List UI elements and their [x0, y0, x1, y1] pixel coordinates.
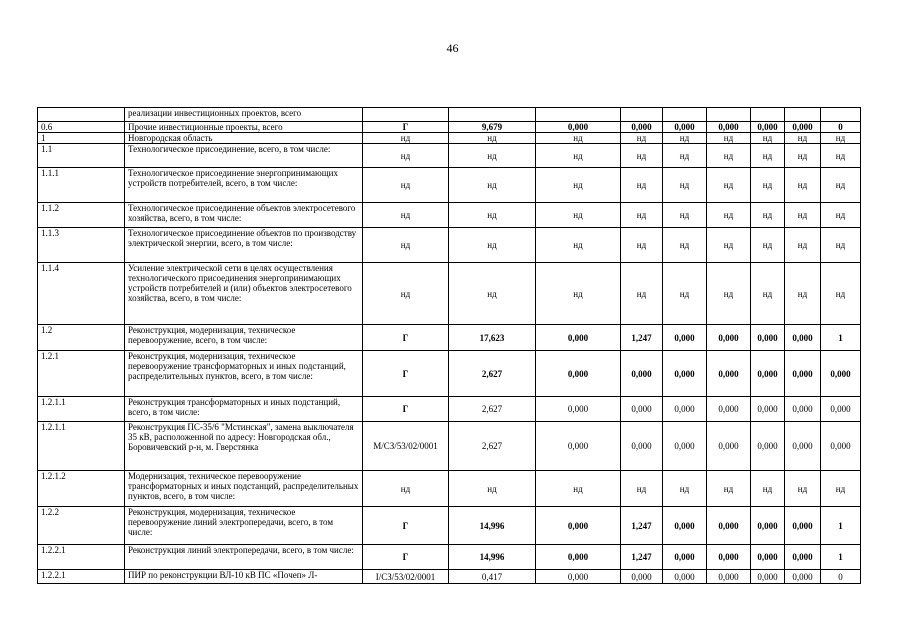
value-cell: 0,000	[707, 422, 751, 471]
value-cell: нд	[536, 144, 621, 168]
value-cell: нд	[707, 133, 751, 144]
value-cell: нд	[751, 144, 785, 168]
table-row	[38, 144, 861, 168]
value-cell: 0,000	[707, 570, 751, 584]
row-project-id: нд	[363, 133, 449, 144]
value-cell: нд	[707, 471, 751, 507]
value-cell: 0,000	[663, 507, 707, 545]
value-cell: 0,000	[785, 351, 821, 397]
row-code: 1.1.1	[38, 168, 125, 203]
value-cell: нд	[621, 471, 663, 507]
value-cell: 14,996	[449, 545, 536, 570]
row-project-id: М/СЗ/53/02/0001	[363, 422, 449, 471]
value-cell: 0,000	[536, 422, 621, 471]
value-cell: нд	[663, 144, 707, 168]
value-cell: 1	[821, 325, 861, 351]
value-cell: нд	[663, 203, 707, 228]
value-cell: 0,000	[785, 570, 821, 584]
value-cell: нд	[707, 168, 751, 203]
value-cell: нд	[751, 471, 785, 507]
value-cell: нд	[821, 203, 861, 228]
value-cell	[707, 108, 751, 122]
table-row	[38, 122, 861, 133]
value-cell: 0,000	[785, 397, 821, 422]
row-name: Реконструкция, модернизация, техническое перевооружение трансформаторных и иных подстанций, распределительных пунктов, всего, в том числе:	[125, 351, 363, 397]
value-cell	[785, 108, 821, 122]
value-cell: нд	[751, 203, 785, 228]
value-cell: нд	[751, 228, 785, 263]
value-cell: нд	[621, 203, 663, 228]
value-cell: нд	[536, 263, 621, 325]
row-code: 1.2.1.2	[38, 471, 125, 507]
row-name: Реконструкция линий электропередачи, всего, в том числе:	[125, 545, 363, 570]
value-cell: 0,000	[785, 122, 821, 133]
investment-table	[37, 107, 861, 584]
row-project-id: нд	[363, 263, 449, 325]
value-cell	[751, 108, 785, 122]
row-name: Прочие инвестиционные проекты, всего	[125, 122, 363, 133]
row-name: Новгородская область	[125, 133, 363, 144]
value-cell: нд	[663, 228, 707, 263]
value-cell: 0,000	[751, 507, 785, 545]
value-cell: 0,000	[707, 507, 751, 545]
value-cell: нд	[785, 471, 821, 507]
value-cell: нд	[663, 133, 707, 144]
value-cell: 0,000	[785, 507, 821, 545]
table-row	[38, 471, 861, 507]
row-project-id: нд	[363, 228, 449, 263]
value-cell: нд	[449, 471, 536, 507]
value-cell: нд	[449, 144, 536, 168]
row-code: 1.2.2	[38, 507, 125, 545]
value-cell: нд	[449, 168, 536, 203]
value-cell: нд	[621, 228, 663, 263]
value-cell: нд	[621, 133, 663, 144]
row-name: Усиление электрической сети в целях осуществления технологического присоединения энергопринимающих устройств потребителей и (или) объектов электросетевого хозяйства, всего, в том числе:	[125, 263, 363, 325]
row-name: Технологическое присоединение, всего, в том числе:	[125, 144, 363, 168]
row-name: Реконструкция ПС-35/6 "Мстинская", замена выключателя 35 кВ, расположенной по адресу: Новгородская обл., Боровичевский р-н, м. Гверстянка	[125, 422, 363, 471]
value-cell: 1,247	[621, 325, 663, 351]
row-code: 1.2.1	[38, 351, 125, 397]
table-row	[38, 228, 861, 263]
table-row	[38, 351, 861, 397]
row-code: 1	[38, 133, 125, 144]
value-cell: нд	[663, 471, 707, 507]
value-cell: 2,627	[449, 351, 536, 397]
value-cell: нд	[707, 203, 751, 228]
value-cell: 0,000	[663, 545, 707, 570]
value-cell: 0,000	[707, 351, 751, 397]
table-row	[38, 545, 861, 570]
value-cell	[621, 108, 663, 122]
page-number: 46	[446, 41, 459, 55]
row-project-id: Г	[363, 397, 449, 422]
value-cell: нд	[821, 168, 861, 203]
row-project-id: I/СЗ/53/02/0001	[363, 570, 449, 584]
value-cell: нд	[821, 144, 861, 168]
row-name: реализации инвестиционных проектов, всего	[125, 108, 363, 122]
value-cell: 0,000	[785, 422, 821, 471]
value-cell: 1	[821, 545, 861, 570]
row-project-id: Г	[363, 351, 449, 397]
row-code: 1.2.2.1	[38, 570, 125, 584]
value-cell: нд	[536, 168, 621, 203]
table-row	[38, 397, 861, 422]
table-row	[38, 325, 861, 351]
value-cell: 0,000	[785, 545, 821, 570]
value-cell: 0,000	[663, 122, 707, 133]
value-cell: нд	[751, 168, 785, 203]
value-cell: 0,000	[751, 422, 785, 471]
row-project-id: Г	[363, 545, 449, 570]
row-project-id: нд	[363, 471, 449, 507]
value-cell: 1,247	[621, 507, 663, 545]
row-name: Технологическое присоединение энергопринимающих устройств потребителей, всего, в том числе:	[125, 168, 363, 203]
value-cell: 0,000	[663, 570, 707, 584]
value-cell: 0,000	[707, 545, 751, 570]
table-body	[38, 108, 861, 584]
table-row	[38, 108, 861, 122]
value-cell	[821, 108, 861, 122]
table-row	[38, 168, 861, 203]
table-row	[38, 570, 861, 584]
row-code: 1.1.2	[38, 203, 125, 228]
value-cell	[663, 108, 707, 122]
value-cell: 0,000	[751, 397, 785, 422]
row-code: 1.1	[38, 144, 125, 168]
value-cell: 0,417	[449, 570, 536, 584]
value-cell: нд	[785, 203, 821, 228]
table-row	[38, 133, 861, 144]
row-code: 1.2	[38, 325, 125, 351]
table-row	[38, 507, 861, 545]
value-cell: нд	[821, 263, 861, 325]
value-cell: 0,000	[821, 351, 861, 397]
value-cell: нд	[536, 228, 621, 263]
table-row	[38, 263, 861, 325]
row-name: ПИР по реконструкции ВЛ-10 кВ ПС «Почеп» Л-	[125, 570, 363, 584]
row-code: 0.6	[38, 122, 125, 133]
value-cell: нд	[536, 133, 621, 144]
value-cell: нд	[785, 168, 821, 203]
value-cell: 0,000	[751, 122, 785, 133]
value-cell: 0,000	[663, 422, 707, 471]
value-cell: нд	[785, 144, 821, 168]
value-cell: 0,000	[707, 122, 751, 133]
table-row	[38, 422, 861, 471]
row-name: Реконструкция, модернизация, техническое перевооружение линий электропередачи, всего, в том числе:	[125, 507, 363, 545]
row-project-id	[363, 108, 449, 122]
value-cell: 0,000	[751, 351, 785, 397]
value-cell: 1	[821, 507, 861, 545]
value-cell: нд	[621, 263, 663, 325]
value-cell: 0	[821, 570, 861, 584]
value-cell: нд	[785, 228, 821, 263]
value-cell: 2,627	[449, 397, 536, 422]
value-cell: нд	[751, 133, 785, 144]
value-cell: нд	[449, 228, 536, 263]
value-cell: нд	[707, 228, 751, 263]
value-cell: нд	[449, 133, 536, 144]
value-cell: 0,000	[707, 325, 751, 351]
table-row	[38, 203, 861, 228]
row-name: Технологическое присоединение объектов электросетевого хозяйства, всего, в том числе:	[125, 203, 363, 228]
row-name: Реконструкция трансформаторных и иных подстанций, всего, в том числе:	[125, 397, 363, 422]
value-cell: 0,000	[751, 545, 785, 570]
value-cell: 0,000	[536, 397, 621, 422]
value-cell: нд	[751, 263, 785, 325]
value-cell: 0,000	[821, 422, 861, 471]
value-cell	[536, 108, 621, 122]
row-name: Технологическое присоединение объектов по производству электрической энергии, всего, в том числе:	[125, 228, 363, 263]
row-project-id: Г	[363, 325, 449, 351]
value-cell: нд	[821, 133, 861, 144]
value-cell: 0,000	[785, 325, 821, 351]
value-cell: 0,000	[621, 397, 663, 422]
row-project-id: нд	[363, 203, 449, 228]
value-cell: 0,000	[536, 122, 621, 133]
value-cell: 0,000	[536, 351, 621, 397]
value-cell: 1,247	[621, 545, 663, 570]
value-cell: 0,000	[663, 351, 707, 397]
value-cell: нд	[707, 144, 751, 168]
row-code: 1.2.1.1	[38, 397, 125, 422]
row-code	[38, 108, 125, 122]
row-code: 1.2.2.1	[38, 545, 125, 570]
value-cell: 2,627	[449, 422, 536, 471]
value-cell: 0,000	[621, 122, 663, 133]
value-cell: 0,000	[621, 422, 663, 471]
row-project-id: нд	[363, 144, 449, 168]
value-cell: 0,000	[536, 545, 621, 570]
row-code: 1.1.4	[38, 263, 125, 325]
value-cell: 0,000	[536, 570, 621, 584]
value-cell: 0,000	[663, 325, 707, 351]
value-cell: 0,000	[536, 325, 621, 351]
row-name: Реконструкция, модернизация, техническое перевооружение, всего, в том числе:	[125, 325, 363, 351]
value-cell: 0,000	[821, 397, 861, 422]
value-cell: 0	[821, 122, 861, 133]
value-cell: нд	[621, 144, 663, 168]
value-cell: 0,000	[751, 325, 785, 351]
value-cell: нд	[785, 133, 821, 144]
row-code: 1.1.3	[38, 228, 125, 263]
value-cell: 9,679	[449, 122, 536, 133]
value-cell: нд	[821, 471, 861, 507]
value-cell: нд	[536, 471, 621, 507]
value-cell: 0,000	[707, 397, 751, 422]
value-cell	[449, 108, 536, 122]
value-cell: 0,000	[621, 351, 663, 397]
row-project-id: Г	[363, 507, 449, 545]
value-cell: 14,996	[449, 507, 536, 545]
value-cell: нд	[785, 263, 821, 325]
value-cell: 0,000	[536, 507, 621, 545]
value-cell: нд	[663, 168, 707, 203]
value-cell: 0,000	[751, 570, 785, 584]
value-cell: нд	[621, 168, 663, 203]
row-project-id: нд	[363, 168, 449, 203]
row-project-id: Г	[363, 122, 449, 133]
value-cell: нд	[449, 203, 536, 228]
value-cell: нд	[449, 263, 536, 325]
row-code: 1.2.1.1	[38, 422, 125, 471]
row-name: Модернизация, техническое перевооружение трансформаторных и иных подстанций, распределительных пунктов, всего, в том числе:	[125, 471, 363, 507]
value-cell: 0,000	[663, 397, 707, 422]
value-cell: нд	[663, 263, 707, 325]
value-cell: 0,000	[621, 570, 663, 584]
value-cell: нд	[707, 263, 751, 325]
value-cell: 17,623	[449, 325, 536, 351]
value-cell: нд	[536, 203, 621, 228]
value-cell: нд	[821, 228, 861, 263]
